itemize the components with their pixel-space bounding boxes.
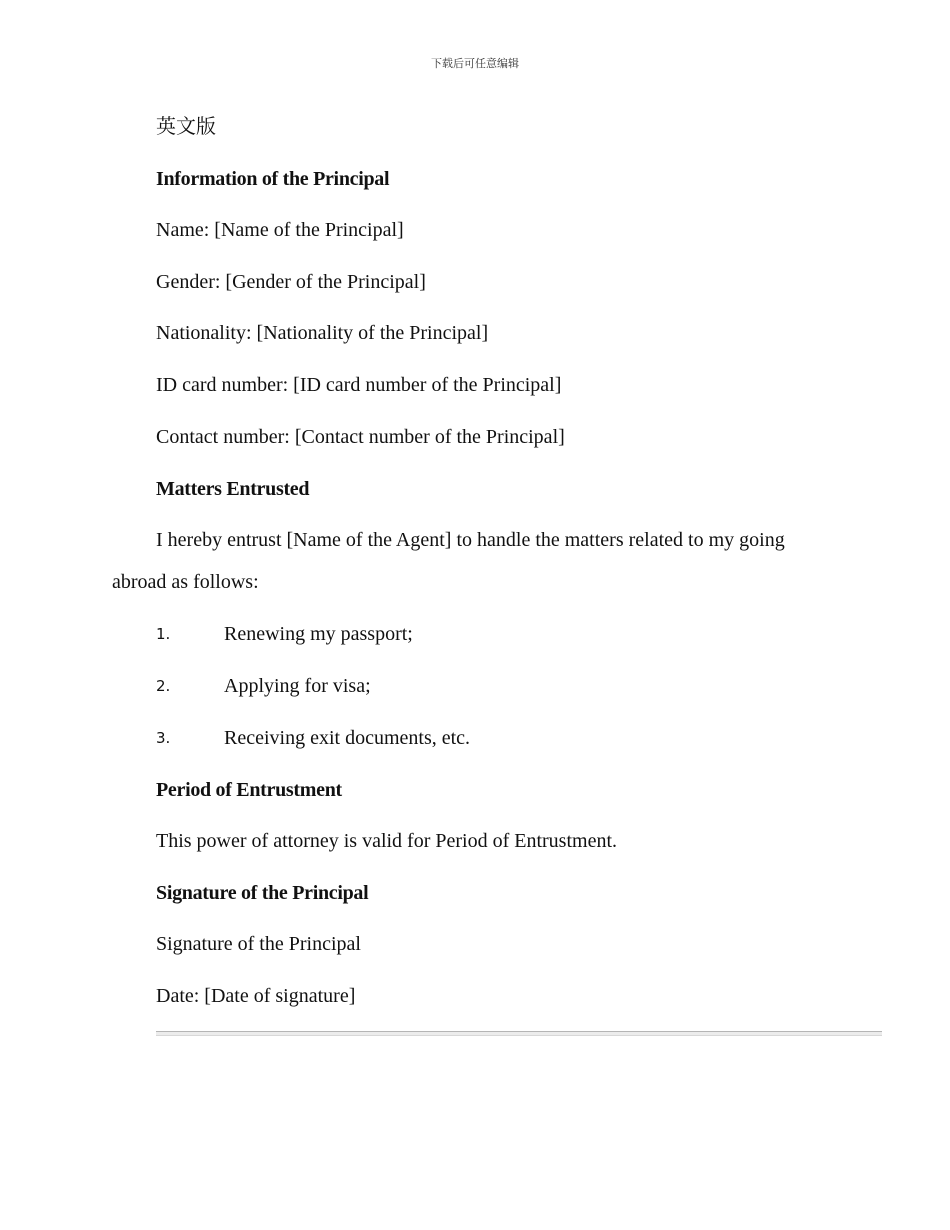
principal-id-card-line: ID card number: [ID card number of the Principal] <box>156 374 562 396</box>
document-title-cn: 英文版 <box>156 114 216 138</box>
period-heading: Period of Entrustment <box>156 779 342 801</box>
principal-gender-line: Gender: [Gender of the Principal] <box>156 271 426 293</box>
header-note: 下载后可任意编辑 <box>431 57 519 70</box>
list-item-number: 3. <box>156 729 171 747</box>
signature-heading: Signature of the Principal <box>156 882 369 904</box>
period-text: This power of attorney is valid for Period of Entrustment. <box>156 830 618 852</box>
matters-intro-line-2: abroad as follows: <box>112 571 259 593</box>
principal-nationality-line: Nationality: [Nationality of the Principal] <box>156 322 489 344</box>
list-item-text: Receiving exit documents, etc. <box>224 727 471 749</box>
matters-entrusted-heading: Matters Entrusted <box>156 478 310 500</box>
principal-contact-line: Contact number: [Contact number of the Principal] <box>156 426 565 448</box>
principal-name-line: Name: [Name of the Principal] <box>156 219 404 241</box>
signature-date: Date: [Date of signature] <box>156 985 356 1007</box>
list-item-number: 2. <box>156 677 171 695</box>
list-item-number: 1. <box>156 625 171 643</box>
list-item-text: Renewing my passport; <box>224 623 413 645</box>
list-item-text: Applying for visa; <box>224 675 371 697</box>
matters-intro-line-1: I hereby entrust [Name of the Agent] to handle the matters related to my going <box>156 529 785 551</box>
horizontal-divider <box>156 1031 882 1036</box>
signature-text: Signature of the Principal <box>156 933 361 955</box>
principal-info-heading: Information of the Principal <box>156 168 390 190</box>
